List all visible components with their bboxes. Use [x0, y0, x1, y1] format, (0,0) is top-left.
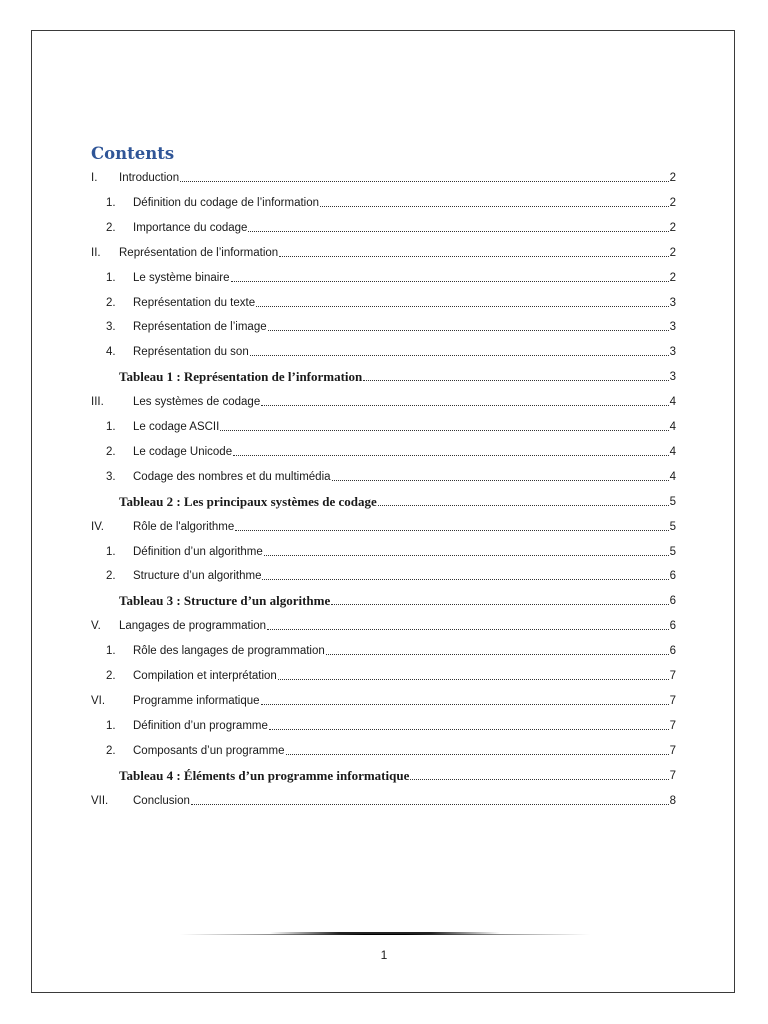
toc-entry[interactable] [91, 389, 676, 409]
toc-entry-title: Représentation de l’information [119, 246, 279, 259]
toc-entry-number: 1. [106, 421, 116, 433]
toc-entry-page: 2 [669, 246, 676, 259]
toc-entry-page: 2 [669, 172, 676, 184]
footer-divider-accent [270, 932, 500, 934]
dot-leader [278, 679, 669, 680]
toc-entry-page: 5 [669, 545, 676, 558]
dot-leader [269, 729, 669, 730]
dot-leader [235, 530, 668, 531]
toc-entry-title: Définition du codage de l’information [133, 196, 320, 209]
toc-entry-title: Représentation de l’image [133, 321, 267, 334]
toc-entry[interactable] [91, 339, 676, 359]
toc-entry[interactable] [91, 563, 676, 583]
toc-entry-page: 3 [669, 346, 676, 359]
toc-entry-page: 2 [669, 196, 676, 209]
toc-entry[interactable] [91, 439, 676, 459]
toc-entry-title: Les systèmes de codage [133, 396, 261, 409]
footer-divider [180, 934, 590, 935]
toc-entry-page: 3 [669, 296, 676, 309]
toc-entry-number: III. [91, 396, 104, 409]
dot-leader [264, 555, 669, 556]
toc-entry-table[interactable] [91, 588, 676, 608]
toc-entry-title: Représentation du son [133, 346, 249, 359]
dot-leader [261, 405, 668, 406]
toc-entry-number: 4. [106, 346, 116, 359]
toc-entry-title: Compilation et interprétation [133, 670, 277, 682]
toc-entry-page: 7 [669, 694, 676, 707]
toc-entry-page: 4 [669, 470, 676, 483]
toc-entry[interactable] [91, 414, 676, 434]
toc-entry-title: Introduction [119, 172, 180, 184]
toc-entry-page: 4 [669, 421, 676, 433]
toc-entry[interactable] [91, 215, 676, 235]
toc-entry-title: Représentation du texte [133, 296, 256, 309]
page-number: 1 [380, 948, 388, 962]
toc-entry[interactable] [91, 165, 676, 185]
dot-leader [332, 480, 669, 481]
toc-entry-title: Le système binaire [133, 271, 230, 284]
toc-entry-title: Tableau 4 : Éléments d’un programme informatique [119, 767, 410, 783]
toc-entry-page: 7 [669, 719, 676, 732]
toc-entry-number: 1. [106, 719, 116, 732]
toc-entry-number: 2. [106, 744, 116, 757]
toc-entry[interactable] [91, 240, 676, 260]
toc-entry-title: Codage des nombres et du multimédia [133, 470, 331, 483]
toc-entry-page: 3 [669, 371, 676, 384]
toc-entry-title: Tableau 2 : Les principaux systèmes de codage [119, 493, 377, 509]
toc-entry-title: Langages de programmation [119, 620, 267, 633]
toc-entry-page: 6 [669, 570, 676, 583]
toc-entry[interactable] [91, 663, 676, 683]
toc-entry-title: Définition d’un programme [133, 719, 268, 732]
toc-heading: Contents [91, 144, 175, 163]
dot-leader [320, 206, 669, 207]
toc-entry-title: Le codage ASCII [133, 421, 220, 433]
toc-entry-title: Tableau 3 : Structure d’un algorithme [119, 593, 331, 609]
dot-leader [261, 704, 669, 705]
toc-entry[interactable] [91, 464, 676, 484]
dot-leader [286, 754, 669, 755]
toc-entry-number: 2. [106, 296, 116, 309]
toc-entry[interactable] [91, 688, 676, 708]
dot-leader [231, 281, 669, 282]
toc-entry-title: Programme informatique [133, 694, 260, 707]
dot-leader [262, 579, 668, 580]
toc-entry-page: 2 [669, 221, 676, 234]
toc-entry-title: Tableau 1 : Représentation de l’information [119, 369, 363, 385]
toc-entry[interactable] [91, 613, 676, 633]
toc-entry-page: 2 [669, 271, 676, 284]
dot-leader [233, 455, 668, 456]
toc-entry-page: 4 [669, 396, 676, 409]
toc-entry-title: Rôle des langages de programmation [133, 645, 325, 658]
toc-entry-number: VII. [91, 794, 109, 807]
toc-entry[interactable] [91, 713, 676, 733]
dot-leader [331, 604, 668, 605]
dot-leader [378, 505, 669, 506]
toc-entry-number: 1. [106, 645, 116, 658]
toc-entry-number: 1. [106, 545, 116, 558]
toc-entry-title: Composants d’un programme [133, 744, 285, 757]
dot-leader [326, 654, 669, 655]
toc-entry-title: Rôle de l'algorithme [133, 520, 235, 533]
toc-entry-number: 2. [106, 221, 116, 234]
toc-entry-table[interactable] [91, 489, 676, 509]
toc-entry-number: 3. [106, 470, 116, 483]
dot-leader [410, 779, 668, 780]
toc-entry-number: 1. [106, 271, 116, 284]
toc-entry-page: 6 [669, 645, 676, 658]
toc-entry[interactable] [91, 539, 676, 559]
toc-entry-page: 3 [669, 321, 676, 334]
toc-entry-title: Définition d’un algorithme [133, 545, 263, 558]
toc-entry-title: Conclusion [133, 794, 190, 807]
toc-entry-title: Importance du codage [133, 221, 248, 234]
toc-entry[interactable] [91, 290, 676, 310]
toc-entry-number: 3. [106, 321, 116, 334]
dot-leader [363, 380, 668, 381]
toc-entry-page: 5 [669, 520, 676, 533]
toc-entry-page: 4 [669, 445, 676, 458]
toc-entry[interactable] [91, 788, 676, 808]
toc-entry[interactable] [91, 190, 676, 210]
toc-entry[interactable] [91, 314, 676, 334]
toc-entry-table[interactable] [91, 364, 676, 384]
dot-leader [220, 430, 668, 431]
toc-entry[interactable] [91, 738, 676, 758]
toc-entry-number: V. [91, 620, 101, 633]
toc-entry-page: 8 [669, 794, 676, 807]
toc-entry-number: 2. [106, 445, 116, 458]
toc-entry[interactable] [91, 638, 676, 658]
dot-leader [279, 256, 668, 257]
toc-entry-number: 2. [106, 670, 116, 682]
toc-entry-title: Structure d’un algorithme [133, 570, 262, 583]
toc-entry[interactable] [91, 514, 676, 534]
toc-entry-page: 7 [669, 670, 676, 682]
toc-entry-page: 7 [669, 769, 676, 782]
toc-entry-page: 7 [669, 744, 676, 757]
dot-leader [268, 330, 669, 331]
dot-leader [248, 231, 668, 232]
dot-leader [250, 355, 669, 356]
toc-entry-number: 1. [106, 196, 116, 209]
toc-entry-table[interactable] [91, 763, 676, 783]
dot-leader [180, 181, 668, 182]
dot-leader [267, 629, 669, 630]
toc-entry-number: I. [91, 172, 98, 184]
toc-entry[interactable] [91, 265, 676, 285]
toc-entry-number: VI. [91, 694, 106, 707]
toc-entry-page: 6 [669, 620, 676, 633]
toc-entry-number: II. [91, 246, 101, 259]
toc-entry-number: 2. [106, 570, 116, 583]
dot-leader [256, 306, 668, 307]
toc-entry-title: Le codage Unicode [133, 445, 233, 458]
toc-entry-page: 5 [669, 495, 676, 508]
dot-leader [191, 804, 669, 805]
toc-entry-number: IV. [91, 520, 105, 533]
toc-entry-page: 6 [669, 595, 676, 608]
